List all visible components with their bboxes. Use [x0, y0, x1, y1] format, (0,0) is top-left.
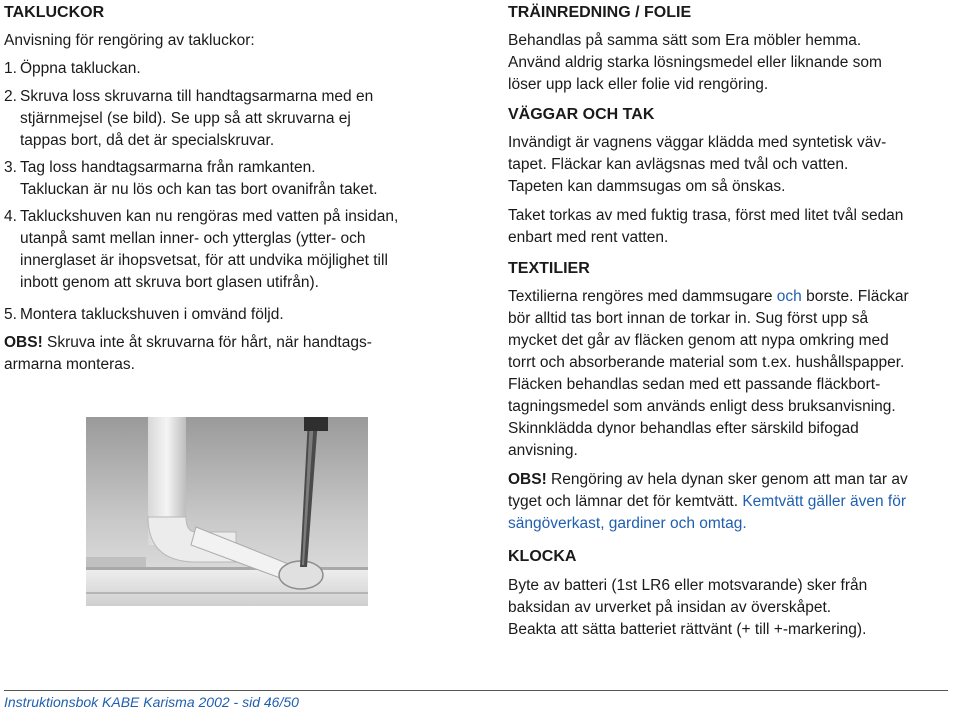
obs-note [4, 332, 372, 376]
trainredning-text [508, 30, 882, 96]
klocka-text [508, 575, 867, 641]
step-line: inbott genom att skruva bort glasen utifrån). [20, 274, 319, 291]
step-number: 5. [4, 306, 17, 323]
heading-vaggar-och-tak: VÄGGAR OCH TAK [508, 106, 655, 123]
textilier-obs [508, 469, 908, 535]
step-number: 4. [4, 208, 17, 225]
text-line: Fläcken behandlas sedan med ett passande fläckbort- [508, 376, 881, 393]
obs-label: OBS! [508, 471, 547, 488]
text-line: anvisning. [508, 442, 578, 459]
heading-trainredning: TRÄINREDNING / FOLIE [508, 4, 692, 21]
step-5 [4, 304, 284, 326]
step-line: Skruva loss skruvarna till handtagsarmarna med en [20, 88, 374, 105]
heading-klocka: KLOCKA [508, 548, 577, 565]
step-line: utanpå samt mellan inner- och ytterglas (ytter- och [20, 230, 366, 247]
step-2 [4, 86, 373, 152]
screwdriver-photo [86, 417, 368, 606]
text-line: tyget och lämnar det för kemtvätt. [508, 493, 743, 510]
intro-text: Anvisning för rengöring av takluckor: [4, 32, 255, 49]
text-line: Textilierna rengöres med dammsugare [508, 288, 777, 305]
step-1 [4, 58, 141, 80]
step-line: innerglaset är ihopsvetsat, för att undvika möjlighet till [20, 252, 388, 269]
footer-divider [4, 690, 948, 691]
text-blue: sängöverkast, gardiner och omtag. [508, 515, 747, 532]
step-number: 3. [4, 159, 17, 176]
text-line: löser upp lack eller folie vid rengöring. [508, 76, 769, 93]
text-line: Rengöring av hela dynan sker genom att man tar av [546, 471, 908, 488]
step-4 [4, 206, 398, 294]
text-line: baksidan av urverket på insidan av överskåpet. [508, 599, 832, 616]
text-line: bör alltid tas bort innan de torkar in. Sug först upp så [508, 310, 869, 327]
step-line: Öppna takluckan. [20, 60, 141, 77]
text-line: tapet. Fläckar kan avlägsnas med tvål och vatten. [508, 156, 849, 173]
text-blue: Kemtvätt gäller även för [742, 493, 907, 510]
text-line: Taket torkas av med fuktig trasa, först med litet tvål sedan [508, 207, 904, 224]
heading-takluckor: TAKLUCKOR [4, 4, 105, 21]
obs-label: OBS! [4, 334, 43, 351]
step-line: Takluckan är nu lös och kan tas bort ovanifrån taket. [20, 181, 378, 198]
tak-text [508, 205, 903, 249]
text-och: och [776, 288, 802, 305]
text-line: Invändigt är vagnens väggar klädda med syntetisk väv- [508, 134, 887, 151]
step-number: 1. [4, 60, 17, 77]
text-line: Använd aldrig starka lösningsmedel eller liknande som [508, 54, 882, 71]
text-line: torrt och absorberande material som t.ex. hushållspapper. [508, 354, 905, 371]
text-line: Byte av batteri (1st LR6 eller motsvarande) sker från [508, 577, 868, 594]
vaggar-text [508, 132, 886, 198]
obs-line: armarna monteras. [4, 356, 135, 373]
text-line: enbart med rent vatten. [508, 229, 669, 246]
text-line: borste. Fläckar [801, 288, 909, 305]
step-line: Montera takluckshuven i omvänd följd. [20, 306, 284, 323]
step-3 [4, 157, 378, 201]
text-line: mycket det går av fläcken genom att nypa omkring med [508, 332, 889, 349]
footer-text: Instruktionsbok KABE Karisma 2002 - sid 46/50 [4, 694, 299, 710]
step-line: tappas bort, då det är specialskruvar. [20, 132, 275, 149]
text-line: Tapeten kan dammsugas om så önskas. [508, 178, 786, 195]
text-line: Beakta att sätta batteriet rättvänt (+ till +-markering). [508, 621, 867, 638]
step-line: Takluckshuven kan nu rengöras med vatten på insidan, [20, 208, 399, 225]
text-line: tagningsmedel som används enligt dess bruksanvisning. [508, 398, 896, 415]
step-line: Tag loss handtagsarmarna från ramkanten. [20, 159, 316, 176]
step-line: stjärnmejsel (se bild). Se upp så att skruvarna ej [20, 110, 351, 127]
text-line: Behandlas på samma sätt som Era möbler hemma. [508, 32, 862, 49]
text-line: Skinnklädda dynor behandlas efter särskild bifogad [508, 420, 859, 437]
heading-textilier: TEXTILIER [508, 260, 590, 277]
obs-line: Skruva inte åt skruvarna för hårt, när handtags- [42, 334, 372, 351]
textilier-text [508, 286, 909, 462]
step-number: 2. [4, 88, 17, 105]
